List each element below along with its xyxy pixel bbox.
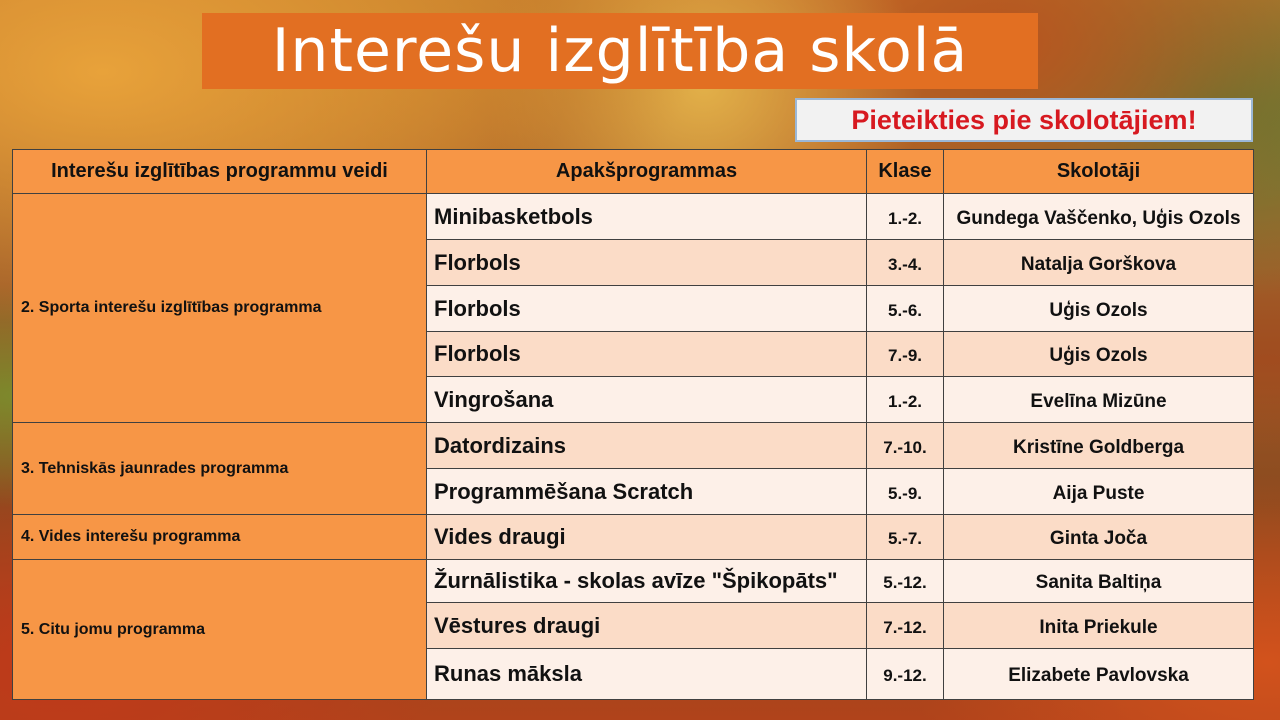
signup-callout-text: Pieteikties pie skolotājiem! — [851, 104, 1197, 135]
header-class: Klase — [867, 150, 944, 194]
subprogram-cell: Minibasketbols — [427, 194, 867, 240]
class-cell: 7.-12. — [867, 603, 944, 649]
teacher-cell: Elizabete Pavlovska — [944, 649, 1254, 700]
teacher-cell: Evelīna Mizūne — [944, 377, 1254, 423]
subprogram-cell: Vingrošana — [427, 377, 867, 423]
class-cell: 5.-12. — [867, 560, 944, 603]
table-header-row — [13, 150, 1254, 194]
subprogram-cell: Florbols — [427, 240, 867, 286]
class-cell: 5.-6. — [867, 286, 944, 332]
title-banner — [202, 13, 1038, 89]
programs-table — [12, 149, 1254, 700]
subprogram-cell: Florbols — [427, 286, 867, 332]
program-type-cell: 3. Tehniskās jaunrades programma — [13, 423, 427, 515]
program-type-cell: 2. Sporta interešu izglītības programma — [13, 194, 427, 423]
subprogram-cell: Datordizains — [427, 423, 867, 469]
signup-callout — [795, 98, 1253, 142]
subprogram-cell: Žurnālistika - skolas avīze "Špikopāts" — [427, 560, 867, 603]
teacher-cell: Kristīne Goldberga — [944, 423, 1254, 469]
program-type-cell: 5. Citu jomu programma — [13, 560, 427, 700]
teacher-cell: Uģis Ozols — [944, 286, 1254, 332]
subprogram-cell: Vides draugi — [427, 515, 867, 560]
teacher-cell: Inita Priekule — [944, 603, 1254, 649]
class-cell: 1.-2. — [867, 377, 944, 423]
table-row — [13, 423, 1254, 469]
class-cell: 5.-7. — [867, 515, 944, 560]
program-type-cell: 4. Vides interešu programma — [13, 515, 427, 560]
teacher-cell: Ginta Joča — [944, 515, 1254, 560]
teacher-cell: Aija Puste — [944, 469, 1254, 515]
class-cell: 9.-12. — [867, 649, 944, 700]
teacher-cell: Gundega Vaščenko, Uģis Ozols — [944, 194, 1254, 240]
class-cell: 5.-9. — [867, 469, 944, 515]
subprogram-cell: Vēstures draugi — [427, 603, 867, 649]
teacher-cell: Uģis Ozols — [944, 332, 1254, 377]
class-cell: 1.-2. — [867, 194, 944, 240]
class-cell: 3.-4. — [867, 240, 944, 286]
teacher-cell: Sanita Baltiņa — [944, 560, 1254, 603]
subprogram-cell: Runas māksla — [427, 649, 867, 700]
class-cell: 7.-9. — [867, 332, 944, 377]
header-teachers: Skolotāji — [944, 150, 1254, 194]
subprogram-cell: Programmēšana Scratch — [427, 469, 867, 515]
teacher-cell: Natalja Gorškova — [944, 240, 1254, 286]
header-program-type: Interešu izglītības programmu veidi — [13, 150, 427, 194]
class-cell: 7.-10. — [867, 423, 944, 469]
table-row — [13, 515, 1254, 560]
table-row — [13, 194, 1254, 240]
header-subprogram: Apakšprogrammas — [427, 150, 867, 194]
subprogram-cell: Florbols — [427, 332, 867, 377]
page-title: Interešu izglītība skolā — [271, 16, 969, 86]
table-row — [13, 560, 1254, 603]
